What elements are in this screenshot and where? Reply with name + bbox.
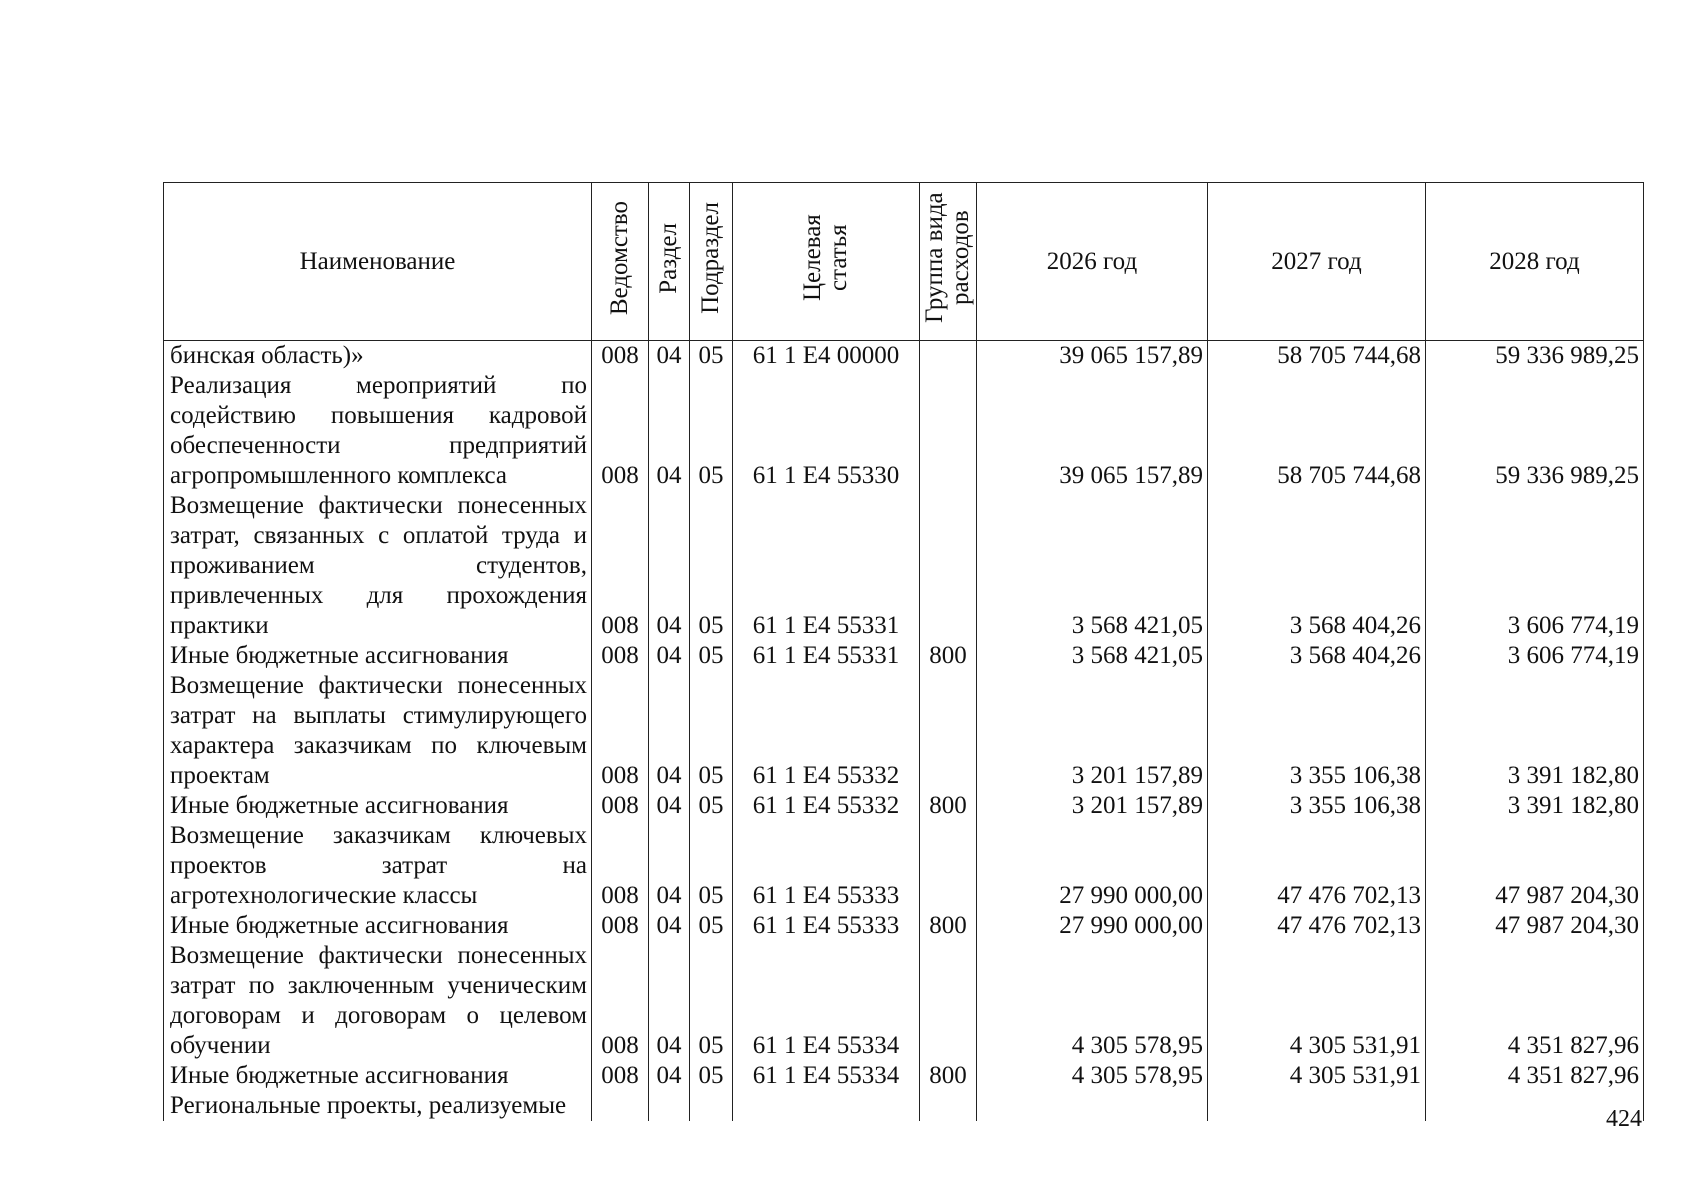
cell-celevaya: 61 1 E4 55334	[733, 1061, 920, 1091]
cell-2026: 3 201 157,89	[977, 791, 1208, 821]
cell-2027: 58 705 744,68	[1208, 371, 1426, 491]
cell-2028: 4 351 827,96	[1426, 941, 1644, 1061]
cell-2028: 59 336 989,25	[1426, 371, 1644, 491]
cell-podrazdel: 05	[690, 641, 733, 671]
cell-vedomstvo: 008	[592, 371, 649, 491]
table-row	[164, 371, 1644, 491]
cell-gruppa: 800	[920, 641, 977, 671]
cell-razdel: 04	[649, 941, 690, 1061]
cell-name: Возмещение заказчикам ключевых проектов затрат на агротехнологические классы	[164, 821, 592, 911]
cell-celevaya	[733, 1091, 920, 1121]
cell-vedomstvo: 008	[592, 941, 649, 1061]
table-row	[164, 641, 1644, 671]
cell-celevaya: 61 1 E4 55333	[733, 821, 920, 911]
cell-2026: 3 568 421,05	[977, 641, 1208, 671]
cell-2027: 47 476 702,13	[1208, 911, 1426, 941]
table-row	[164, 491, 1644, 641]
cell-2027: 4 305 531,91	[1208, 941, 1426, 1061]
table-header-row	[164, 183, 1644, 341]
cell-gruppa	[920, 1091, 977, 1121]
cell-podrazdel: 05	[690, 1061, 733, 1091]
cell-podrazdel: 05	[690, 671, 733, 791]
cell-razdel: 04	[649, 911, 690, 941]
cell-gruppa	[920, 491, 977, 641]
cell-razdel: 04	[649, 491, 690, 641]
cell-razdel	[649, 1091, 690, 1121]
cell-gruppa	[920, 371, 977, 491]
table-row	[164, 791, 1644, 821]
cell-podrazdel: 05	[690, 911, 733, 941]
header-2027: 2027 год	[1208, 183, 1426, 341]
cell-gruppa	[920, 941, 977, 1061]
table-row	[164, 911, 1644, 941]
cell-vedomstvo: 008	[592, 1061, 649, 1091]
cell-vedomstvo: 008	[592, 821, 649, 911]
cell-2026: 3 201 157,89	[977, 671, 1208, 791]
cell-razdel: 04	[649, 371, 690, 491]
cell-2027: 3 355 106,38	[1208, 671, 1426, 791]
cell-gruppa: 800	[920, 1061, 977, 1091]
cell-celevaya: 61 1 E4 55332	[733, 671, 920, 791]
cell-celevaya: 61 1 E4 55334	[733, 941, 920, 1061]
cell-2028: 3 391 182,80	[1426, 791, 1644, 821]
cell-name: Реализация мероприятий по содействию повышения кадровой обеспеченности предприятий агропромышленного комплекса	[164, 371, 592, 491]
cell-2026: 4 305 578,95	[977, 941, 1208, 1061]
header-gruppa: Группа вида расходов	[920, 183, 977, 341]
cell-2026: 27 990 000,00	[977, 911, 1208, 941]
cell-podrazdel: 05	[690, 941, 733, 1061]
table-row	[164, 941, 1644, 1061]
cell-2027: 58 705 744,68	[1208, 341, 1426, 372]
cell-podrazdel: 05	[690, 491, 733, 641]
cell-gruppa: 800	[920, 791, 977, 821]
cell-name: бинская область)»	[164, 341, 592, 372]
cell-razdel: 04	[649, 671, 690, 791]
cell-name: Возмещение фактически понесенных затрат, связанных с оплатой труда и проживанием студентов, привлеченных для прохождения практики	[164, 491, 592, 641]
table-row	[164, 1091, 1644, 1121]
table-row	[164, 341, 1644, 372]
cell-2026: 39 065 157,89	[977, 341, 1208, 372]
page-number: 424	[1606, 1106, 1642, 1132]
cell-2026: 3 568 421,05	[977, 491, 1208, 641]
header-razdel: Раздел	[649, 183, 690, 341]
cell-2026: 4 305 578,95	[977, 1061, 1208, 1091]
cell-razdel: 04	[649, 1061, 690, 1091]
header-podrazdel: Подраздел	[690, 183, 733, 341]
cell-2028: 3 391 182,80	[1426, 671, 1644, 791]
cell-celevaya: 61 1 E4 55332	[733, 791, 920, 821]
cell-name: Иные бюджетные ассигнования	[164, 1061, 592, 1091]
cell-gruppa	[920, 671, 977, 791]
cell-2028: 3 606 774,19	[1426, 491, 1644, 641]
cell-razdel: 04	[649, 821, 690, 911]
cell-2028: 47 987 204,30	[1426, 911, 1644, 941]
cell-razdel: 04	[649, 641, 690, 671]
cell-podrazdel: 05	[690, 371, 733, 491]
header-2026: 2026 год	[977, 183, 1208, 341]
cell-2028: 47 987 204,30	[1426, 821, 1644, 911]
cell-vedomstvo: 008	[592, 671, 649, 791]
cell-vedomstvo	[592, 1091, 649, 1121]
header-vedomstvo: Ведомство	[592, 183, 649, 341]
cell-2026: 39 065 157,89	[977, 371, 1208, 491]
cell-name: Иные бюджетные ассигнования	[164, 911, 592, 941]
cell-name: Региональные проекты, реализуемые	[164, 1091, 592, 1121]
cell-gruppa	[920, 341, 977, 372]
table-row	[164, 671, 1644, 791]
cell-celevaya: 61 1 E4 55330	[733, 371, 920, 491]
cell-vedomstvo: 008	[592, 791, 649, 821]
cell-podrazdel: 05	[690, 791, 733, 821]
table-row	[164, 1061, 1644, 1091]
cell-celevaya: 61 1 E4 55331	[733, 641, 920, 671]
cell-celevaya: 61 1 E4 55331	[733, 491, 920, 641]
cell-name: Возмещение фактически понесенных затрат на выплаты стимулирующего характера заказчикам по ключевым проектам	[164, 671, 592, 791]
cell-2028: 3 606 774,19	[1426, 641, 1644, 671]
cell-gruppa: 800	[920, 911, 977, 941]
cell-name: Иные бюджетные ассигнования	[164, 641, 592, 671]
cell-2027: 4 305 531,91	[1208, 1061, 1426, 1091]
cell-2028: 59 336 989,25	[1426, 341, 1644, 372]
cell-name: Иные бюджетные ассигнования	[164, 791, 592, 821]
cell-gruppa	[920, 821, 977, 911]
cell-2027: 3 568 404,26	[1208, 491, 1426, 641]
cell-vedomstvo: 008	[592, 911, 649, 941]
cell-name: Возмещение фактически понесенных затрат по заключенным ученическим договорам и договорам о целевом обучении	[164, 941, 592, 1061]
cell-2027: 3 355 106,38	[1208, 791, 1426, 821]
cell-2027: 3 568 404,26	[1208, 641, 1426, 671]
header-name: Наименование	[164, 183, 592, 341]
cell-vedomstvo: 008	[592, 641, 649, 671]
cell-celevaya: 61 1 E4 00000	[733, 341, 920, 372]
header-celevaya: Целевая статья	[733, 183, 920, 341]
budget-table	[163, 182, 1644, 1121]
cell-2027	[1208, 1091, 1426, 1121]
cell-vedomstvo: 008	[592, 341, 649, 372]
cell-2026: 27 990 000,00	[977, 821, 1208, 911]
cell-razdel: 04	[649, 791, 690, 821]
cell-2026	[977, 1091, 1208, 1121]
cell-razdel: 04	[649, 341, 690, 372]
cell-podrazdel: 05	[690, 821, 733, 911]
table-row	[164, 821, 1644, 911]
cell-2027: 47 476 702,13	[1208, 821, 1426, 911]
cell-2028: 4 351 827,96	[1426, 1061, 1644, 1091]
cell-celevaya: 61 1 E4 55333	[733, 911, 920, 941]
cell-vedomstvo: 008	[592, 491, 649, 641]
header-2028: 2028 год	[1426, 183, 1644, 341]
cell-podrazdel	[690, 1091, 733, 1121]
cell-podrazdel: 05	[690, 341, 733, 372]
